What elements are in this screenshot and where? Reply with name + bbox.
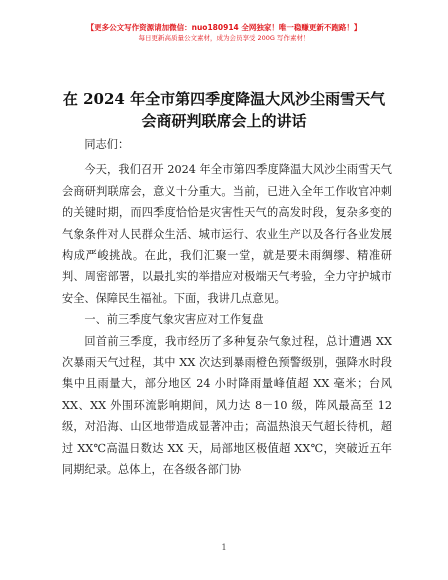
document-title-line1: 在 2024 年全市第四季度降温大风沙尘雨雪天气 <box>62 90 386 108</box>
document-title-line2: 会商研判联席会上的讲话 <box>141 112 307 130</box>
document-title <box>0 88 448 132</box>
promo-banner <box>0 22 448 44</box>
section-heading: 一、前三季度气象灾害应对工作复盘 <box>84 313 264 327</box>
greeting: 同志们： <box>84 138 130 151</box>
document-body <box>62 134 392 481</box>
promo-banner-line2: 每日更新高质量公文素材，成为会员享受 200G 写作素材！ <box>138 34 310 42</box>
page-number: 1 <box>221 543 227 552</box>
promo-banner-line1: 【更多公文写作资源请加微信：nuo180914 全网独家！唯一稳赚更新不跑路！】 <box>86 23 362 32</box>
paragraph-intro: 今天，我们召开 2024 年全市第四季度降温大风沙尘雨雪天气会商研判联席会，意义十分重大。当前，已进入全年工作收官冲刺的关键时期，而四季度恰恰是灾害性天气的高发时段，复杂多变的气象条件对人民群众生活、城市运行、农业生产以及各行各业发展构成严峻挑战。在此，我们汇聚一堂，就是要未雨绸缪、精准研判、周密部署，以最扎实的举措应对极端天气考验，全力守护城市安全、保障民生福祉。下面，我讲几点意见。 <box>62 163 392 305</box>
paragraph-review: 回首前三季度，我市经历了多种复杂气象过程，总计遭遇 XX 次暴雨天气过程，其中 XX 次达到暴雨橙色预警级别，强降水时段集中且雨量大，部分地区 24 小时降雨量峰值超 XX 毫米；台风 XX、XX 外围环流影响期间，风力达 8－10 级，阵风最高至 12 级，对沿海、山区地带造成显著冲击；高温热浪天气超长待机，超过 XX℃高温日数达 XX 天，局部地区极值超 XX℃，突破近五年同期纪录。总体上，在各级各部门协 <box>62 334 392 477</box>
